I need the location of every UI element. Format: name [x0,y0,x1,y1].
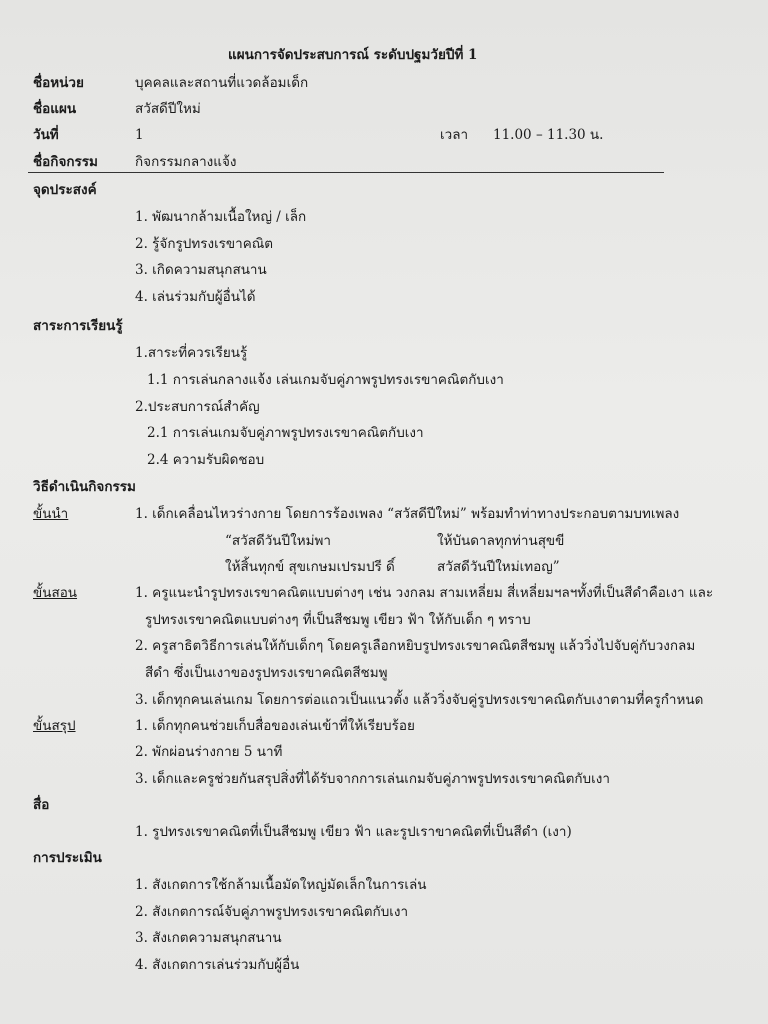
objective-item: 1. พัฒนากล้ามเนื้อใหญ่ / เล็ก [135,209,307,225]
day-label: วันที่ [33,127,59,143]
objective-item: 4. เล่นร่วมกับผู้อื่นได้ [135,289,256,305]
song-line: สวัสดีวันปีใหม่เทอญ” [437,559,560,575]
teach-label: ขั้นสอน [33,585,78,601]
teach-item: 3. เด็กทุกคนเล่นเกม โดยการต่อแถวเป็นแนวตั้ง แล้ววิ่งจับคู่รูปทรงเรขาคณิตกับเงาตามที่ครูกำหนด [135,692,704,708]
document-title: แผนการจัดประสบการณ์ ระดับปฐมวัยปีที่ 1 [228,47,478,63]
objective-item: 2. รู้จักรูปทรงเรขาคณิต [135,236,274,252]
conclude-item: 3. เด็กและครูช่วยกันสรุปสิ่งที่ได้รับจากการเล่นเกมจับคู่ภาพรูปทรงเรขาคณิตกับเงา [135,771,610,787]
conclude-item: 2. พักผ่อนร่างกาย 5 นาที [135,744,283,760]
time-value: 11.00 – 11.30 น. [493,127,604,143]
activity-label: ชื่อกิจกรรม [33,154,98,170]
teach-item: 1. ครูแนะนำรูปทรงเรขาคณิตแบบต่างๆ เช่น วงกลม สามเหลี่ยม สี่เหลี่ยมฯลฯทั้งที่เป็นสีดำคือเงา และ [135,585,714,601]
song-line: ให้สิ้นทุกข์ สุขเกษมเปรมปรี ดิ์ [225,559,395,575]
content-item: 1.สาระที่ควรเรียนรู้ [135,345,248,361]
teach-item: สีดำ ซึ่งเป็นเงาของรูปทรงเรขาคณิตสีชมพู [145,665,388,681]
plan-value: สวัสดีปีใหม่ [135,101,201,117]
unit-label: ชื่อหน่วย [33,75,84,91]
procedure-heading: วิธีดำเนินกิจกรรม [33,479,136,495]
intro-label: ขั้นนำ [33,506,69,522]
conclude-label: ขั้นสรุป [33,718,76,734]
content-item: 1.1 การเล่นกลางแจ้ง เล่นเกมจับคู่ภาพรูปทรงเรขาคณิตกับเงา [147,372,504,388]
content-item: 2.4 ความรับผิดชอบ [147,452,265,468]
objective-item: 3. เกิดความสนุกสนาน [135,262,267,278]
evaluation-item: 1. สังเกตการใช้กล้ามเนื้อมัดใหญ่มัดเล็กในการเล่น [135,877,427,893]
media-item: 1. รูปทรงเรขาคณิตที่เป็นสีชมพู เขียว ฟ้า และรูปเราขาคณิตที่เป็นสีดำ (เงา) [135,824,572,840]
teach-item: 2. ครูสาธิตวิธีการเล่นให้กับเด็กๆ โดยครูเลือกหยิบรูปทรงเรขาคณิตสีชมพู แล้ววิ่งไปจับคู่กับวงกลม [135,638,696,654]
song-line: “สวัสดีวันปีใหม่พา [225,533,331,549]
plan-label: ชื่อแผน [33,101,77,117]
evaluation-item: 3. สังเกตความสนุกสนาน [135,930,282,946]
content-item: 2.1 การเล่นเกมจับคู่ภาพรูปทรงเรขาคณิตกับเงา [147,425,424,441]
intro-item: 1. เด็กเคลื่อนไหวร่างกาย โดยการร้องเพลง “สวัสดีปีใหม่” พร้อมทำท่าทางประกอบตามบทเพลง [135,506,680,522]
conclude-item: 1. เด็กทุกคนช่วยเก็บสื่อของเล่นเข้าที่ให้เรียบร้อย [135,718,415,734]
day-value: 1 [135,127,144,143]
objectives-heading: จุดประสงค์ [33,182,97,198]
media-heading: สื่อ [33,797,50,813]
activity-value: กิจกรรมกลางแจ้ง [135,154,237,170]
evaluation-heading: การประเมิน [33,850,102,866]
time-label: เวลา [440,127,469,143]
evaluation-item: 4. สังเกตการเล่นร่วมกับผู้อื่น [135,957,300,973]
content-item: 2.ประสบการณ์สำคัญ [135,399,260,415]
unit-value: บุคคลและสถานที่แวดล้อมเด็ก [135,75,309,91]
song-line: ให้บันดาลทุกท่านสุขขี [437,533,565,549]
header-divider [28,172,664,173]
teach-item: รูปทรงเรขาคณิตแบบต่างๆ ที่เป็นสีชมพู เขียว ฟ้า ให้กับเด็ก ๆ ทราบ [145,612,531,628]
content-heading: สาระการเรียนรู้ [33,318,123,334]
evaluation-item: 2. สังเกตการณ์จับคู่ภาพรูปทรงเรขาคณิตกับเงา [135,904,409,920]
